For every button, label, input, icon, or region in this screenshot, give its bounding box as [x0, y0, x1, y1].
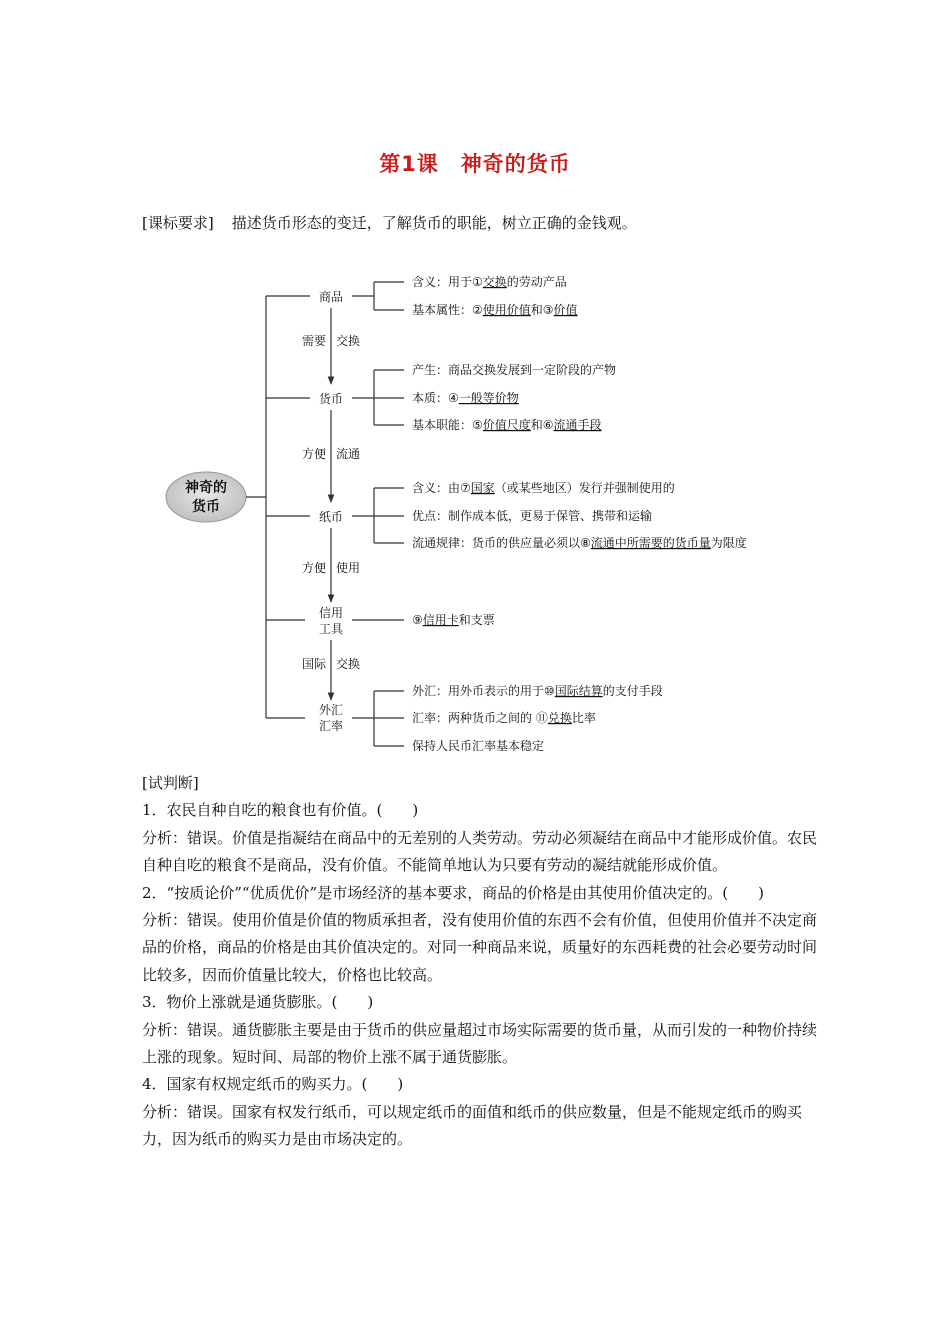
- question-2: 2．“按质论价”“优质优价”是市场经济的基本要求，商品的价格是由其使用价值决定的。( ): [142, 883, 764, 902]
- analysis-2: 分析：错误。使用价值是价值的物质承担者，没有使用价值的东西不会有价值，但使用价值并不决定商品的价格，商品的价格是由其价值决定的。对同一种商品来说，质量好的东西耗费的社会必要劳动时间比较多，因而价值量比较大，价格也比较高。: [142, 911, 818, 984]
- arrow1-right-label: 交换: [336, 334, 361, 348]
- node-credit-line-1: 信用: [318, 606, 344, 620]
- node-credit-line-2: 工具: [318, 622, 344, 636]
- leaf-goods-meaning: 含义：用于①交换的劳动产品: [412, 275, 567, 289]
- leaf-money-origin: 产生：商品交换发展到一定阶段的产物: [412, 363, 617, 377]
- requirement-text: 描述货币形态的变迁，了解货币的职能，树立正确的金钱观。: [231, 214, 637, 232]
- center-node: [166, 472, 246, 522]
- arrow2-right-label: 流通: [336, 447, 361, 461]
- center-line-2: 货币: [192, 499, 220, 515]
- arrow4-right-label: 交换: [336, 657, 361, 671]
- leaf-forex-definition: 外汇：用外币表示的用于⑩国际结算的支付手段: [412, 684, 663, 698]
- leaf-rmb-stability: 保持人民币汇率基本稳定: [412, 739, 545, 753]
- question-1: 1．农民自种自吃的粮食也有价值。( ): [142, 801, 419, 820]
- leaf-money-functions: 基本职能：⑤价值尺度和⑥流通手段: [412, 418, 602, 432]
- arrow4-left-label: 国际: [301, 657, 326, 671]
- judgement-header: [试判断]: [142, 774, 199, 792]
- question-4: 4．国家有权规定纸币的购买力。( ): [142, 1075, 404, 1094]
- leaf-paper-advantages: 优点：制作成本低，更易于保管、携带和运输: [412, 509, 653, 523]
- center-line-1: 神奇的: [185, 480, 227, 496]
- arrow1-left-label: 需要: [301, 334, 326, 348]
- arrow3-left-label: 方便: [301, 561, 326, 575]
- leaf-paper-circulation-law: 流通规律：货币的供应量必须以⑧流通中所需要的货币量为限度: [412, 536, 747, 550]
- node-forex-line-2: 汇率: [318, 719, 344, 733]
- node-paper-money: 纸币: [318, 510, 344, 524]
- leaf-paper-meaning: 含义：由⑦国家（或某些地区）发行并强制使用的: [412, 481, 675, 495]
- arrow2-left-label: 方便: [301, 447, 326, 461]
- analysis-1: 分析：错误。价值是指凝结在商品中的无差别的人类劳动。劳动必须凝结在商品中才能形成价值。农民自种自吃的粮食不是商品，没有价值。不能简单地认为只要有劳动的凝结就能形成价值。: [142, 828, 818, 875]
- arrow3-right-label: 使用: [336, 561, 361, 575]
- node-forex-line-1: 外汇: [318, 703, 344, 717]
- leaf-money-essence: 本质：④一般等价物: [412, 391, 519, 405]
- question-3: 3．物价上涨就是通货膨胀。( ): [142, 993, 374, 1012]
- requirement-label: [课标要求]: [142, 214, 214, 232]
- analysis-4: 分析：错误。国家有权发行纸币，可以规定纸币的面值和纸币的供应数量，但是不能规定纸币的购买力，因为纸币的购买力是由市场决定的。: [142, 1102, 803, 1149]
- judgement-section: [142, 770, 822, 1154]
- leaf-goods-attributes: 基本属性：②使用价值和③价值: [412, 303, 578, 317]
- node-goods: 商品: [318, 290, 344, 304]
- leaf-credit-tools: ⑨信用卡和支票: [412, 613, 495, 627]
- analysis-3: 分析：错误。通货膨胀主要是由于货币的供应量超过市场实际需要的货币量，从而引发的一种物价持续上涨的现象。短时间、局部的物价上涨不属于通货膨胀。: [142, 1020, 818, 1067]
- page-title: 第1课 神奇的货币: [379, 152, 571, 176]
- node-money: 货币: [318, 392, 344, 406]
- leaf-exchange-rate: 汇率：两种货币之间的 ⑪兑换比率: [412, 711, 596, 725]
